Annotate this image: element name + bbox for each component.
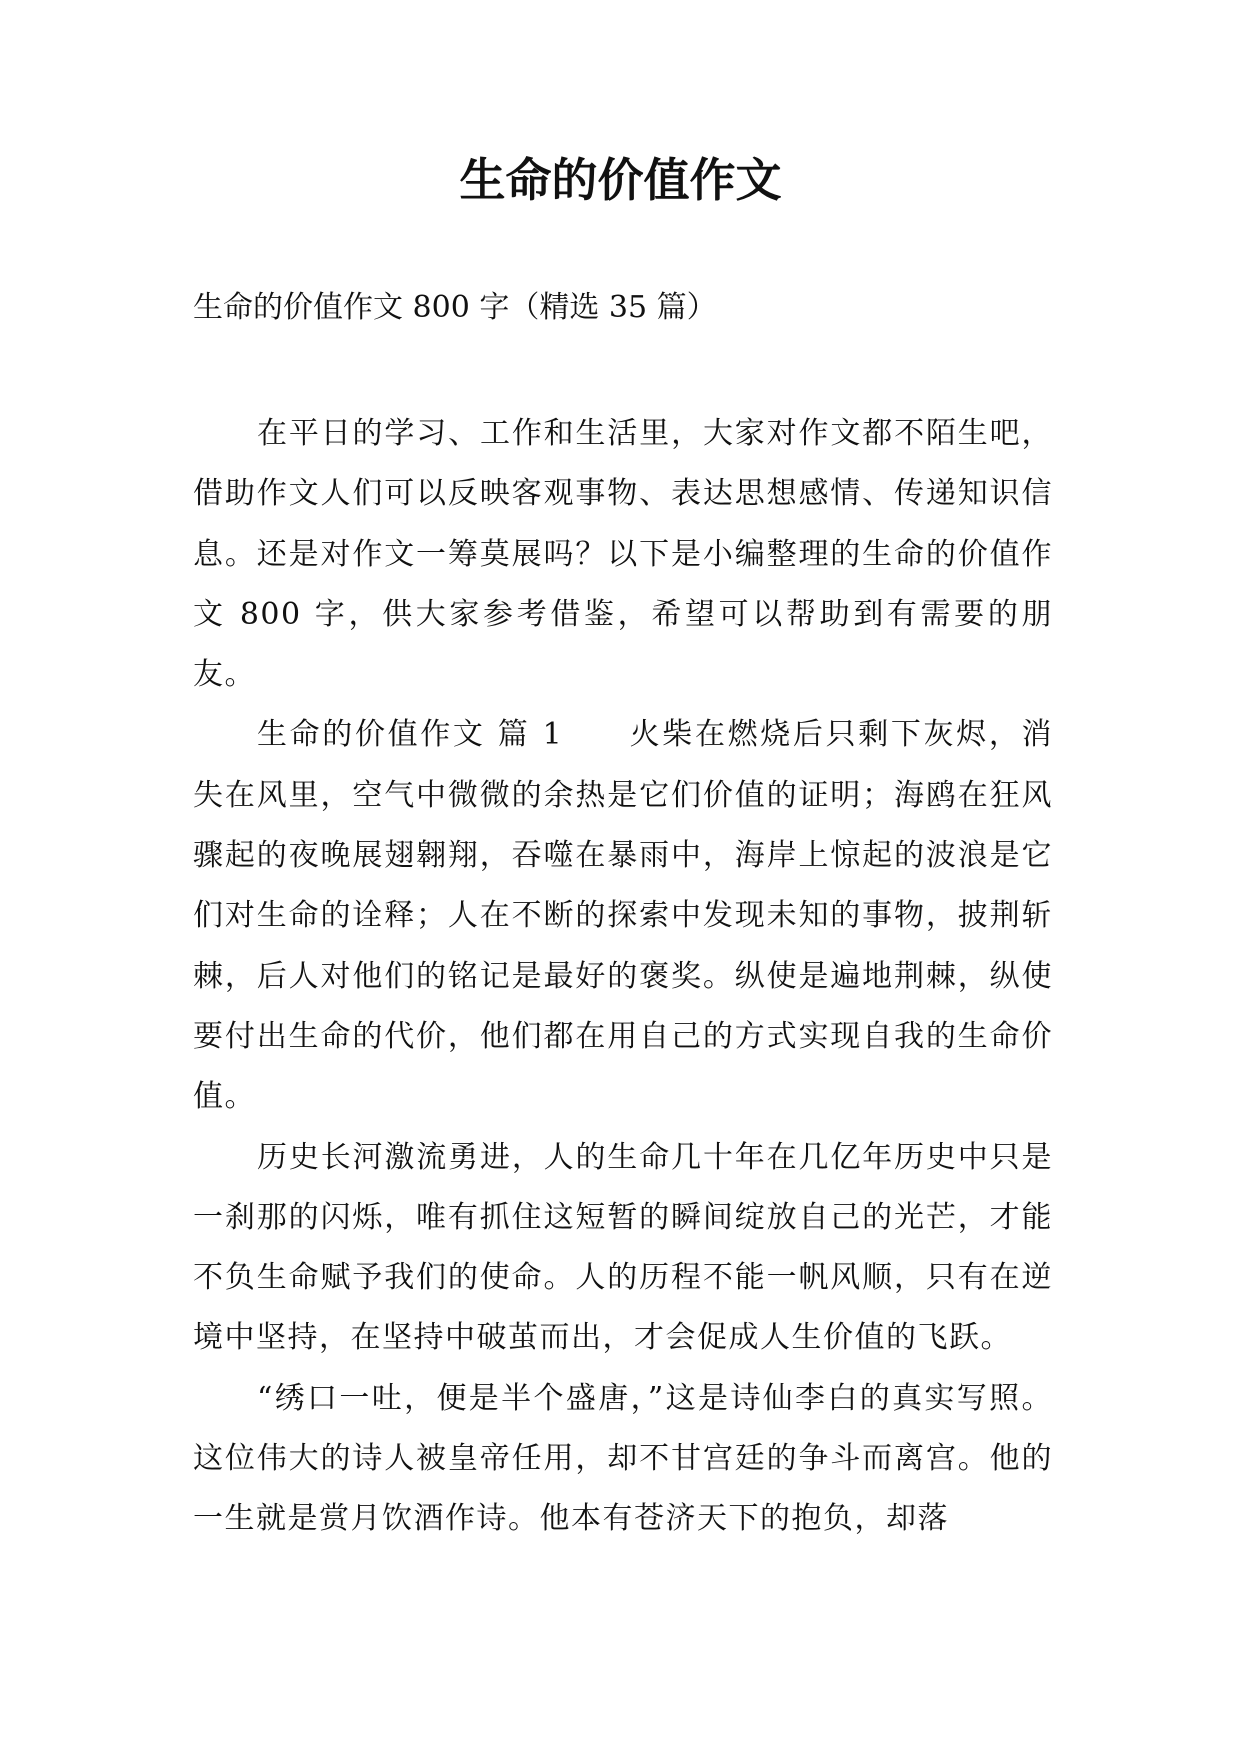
document-title: 生命的价值作文 <box>459 153 782 207</box>
paragraph-history: 历史长河激流勇进，人的生命几十年在几亿年历史中只是一刹那的闪烁，唯有抓住这短暂的瞬间绽放自己的光芒，才能不负生命赋予我们的使命。人的历程不能一帆风顺，只有在逆境中坚持，在坚持中破茧而出，才会促成人生价值的飞跃。 <box>193 1139 1053 1356</box>
document-subtitle: 生命的价值作文 800 字（精选 35 篇） <box>193 290 717 325</box>
paragraph-intro: 在平日的学习、工作和生活里，大家对作文都不陌生吧，借助作文人们可以反映客观事物、表达思想感情、传递知识信息。还是对作文一筹莫展吗？以下是小编整理的生命的价值作文 800 字，供大家参考借鉴，希望可以帮助到有需要的朋友。 <box>193 416 1053 693</box>
paragraph-li-bai: “绣口一吐，便是半个盛唐，”这是诗仙李白的真实写照。这位伟大的诗人被皇帝任用，却不甘宫廷的争斗而离宫。他的一生就是赏月饮酒作诗。他本有苍济天下的抱负，却落 <box>193 1380 1053 1537</box>
paragraph-essay-1-opening: 生命的价值作文 篇 1 火柴在燃烧后只剩下灰烬，消失在风里，空气中微微的余热是它们价值的证明；海鸥在狂风骤起的夜晚展翅翱翔，吞噬在暴雨中，海岸上惊起的波浪是它们对生命的诠释；人在不断的探索中发现未知的事物，披荆斩棘，后人对他们的铭记是最好的褒奖。纵使是遍地荆棘，纵使要付出生命的代价，他们都在用自己的方式实现自我的生命价值。 <box>193 717 1053 1115</box>
document-body <box>193 288 1053 1550</box>
